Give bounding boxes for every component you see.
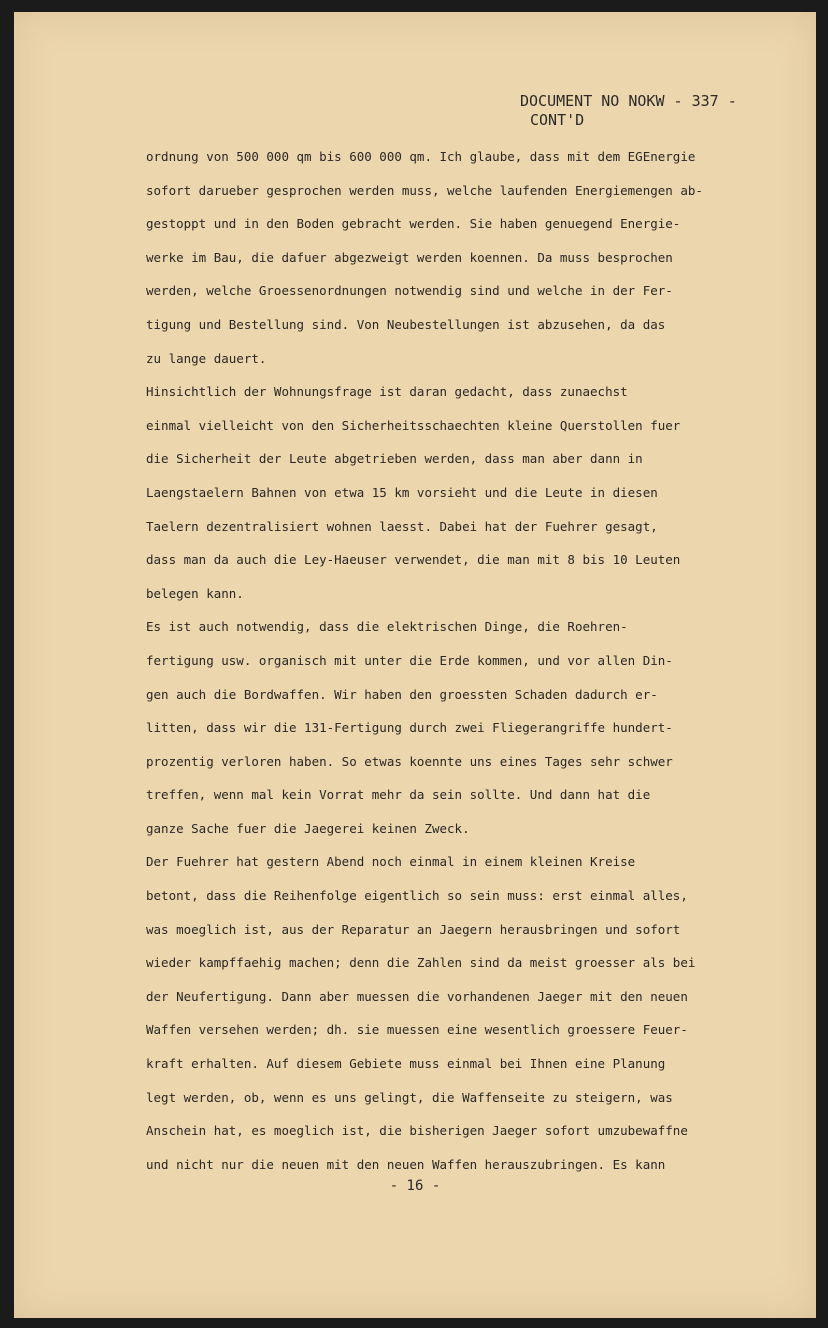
text-line: dass man da auch die Ley-Haeuser verwendet, die man mit 8 bis 10 Leuten [146,552,681,568]
text-line: Der Fuehrer hat gestern Abend noch einmal in einem kleinen Kreise [146,854,636,870]
text-line: der Neufertigung. Dann aber muessen die vorhandenen Jaeger mit den neuen [146,988,688,1004]
text-line: fertigung usw. organisch mit unter die Erde kommen, und vor allen Din- [146,652,673,668]
text-line: ganze Sache fuer die Jaegerei keinen Zweck. [146,820,470,836]
text-line: die Sicherheit der Leute abgetrieben werden, dass man aber dann in [146,451,643,467]
text-line: Taelern dezentralisiert wohnen laesst. Dabei hat der Fuehrer gesagt, [146,518,658,534]
text-line: Hinsichtlich der Wohnungsfrage ist daran gedacht, dass zunaechst [146,384,628,400]
text-line: gestoppt und in den Boden gebracht werden. Sie haben genuegend Energie- [146,216,681,232]
document-number: DOCUMENT NO NOKW - 337 - [520,92,737,110]
text-line: was moeglich ist, aus der Reparatur an Jaegern herausbringen und sofort [146,921,681,937]
text-line: litten, dass wir die 131-Fertigung durch zwei Fliegerangriffe hundert- [146,720,673,736]
text-line: einmal vielleicht von den Sicherheitsschaechten kleine Querstollen fuer [146,417,681,433]
text-line: prozentig verloren haben. So etwas koennte uns eines Tages sehr schwer [146,753,673,769]
document-page [14,12,816,1318]
text-line: legt werden, ob, wenn es uns gelingt, die Waffenseite zu steigern, was [146,1089,673,1105]
text-line: treffen, wenn mal kein Vorrat mehr da sein sollte. Und dann hat die [146,787,651,803]
text-line: Laengstaelern Bahnen von etwa 15 km vorsieht und die Leute in diesen [146,484,658,500]
text-line: Waffen versehen werden; dh. sie muessen eine wesentlich groessere Feuer- [146,1022,688,1038]
text-line: und nicht nur die neuen mit den neuen Waffen herauszubringen. Es kann [146,1156,666,1172]
text-line: tigung und Bestellung sind. Von Neubestellungen ist abzusehen, da das [146,316,666,332]
page-number: - 16 - [389,1178,441,1194]
text-line: kraft erhalten. Auf diesem Gebiete muss einmal bei Ihnen eine Planung [146,1056,666,1072]
text-line: werden, welche Groessenordnungen notwendig sind und welche in der Fer- [146,283,673,299]
continued-label: CONT'D [530,111,585,129]
text-line: werke im Bau, die dafuer abgezweigt werden koennen. Da muss besprochen [146,249,673,265]
text-line: ordnung von 500 000 qm bis 600 000 qm. Ich glaube, dass mit dem EGEnergie [146,149,696,164]
text-line: betont, dass die Reihenfolge eigentlich so sein muss: erst einmal alles, [146,888,688,904]
text-line: zu lange dauert. [146,350,267,366]
text-line: Es ist auch notwendig, dass die elektrischen Dinge, die Roehren- [146,619,628,635]
text-line: sofort darueber gesprochen werden muss, welche laufenden Energiemengen ab- [146,182,703,198]
document-body [146,140,768,1181]
text-line: belegen kann. [146,585,244,601]
text-line: wieder kampffaehig machen; denn die Zahlen sind da meist groesser als bei [146,955,696,971]
document-header [520,92,737,130]
text-line: Anschein hat, es moeglich ist, die bisherigen Jaeger sofort umzubewaffne [146,1123,688,1139]
text-line: gen auch die Bordwaffen. Wir haben den groessten Schaden dadurch er- [146,686,658,702]
